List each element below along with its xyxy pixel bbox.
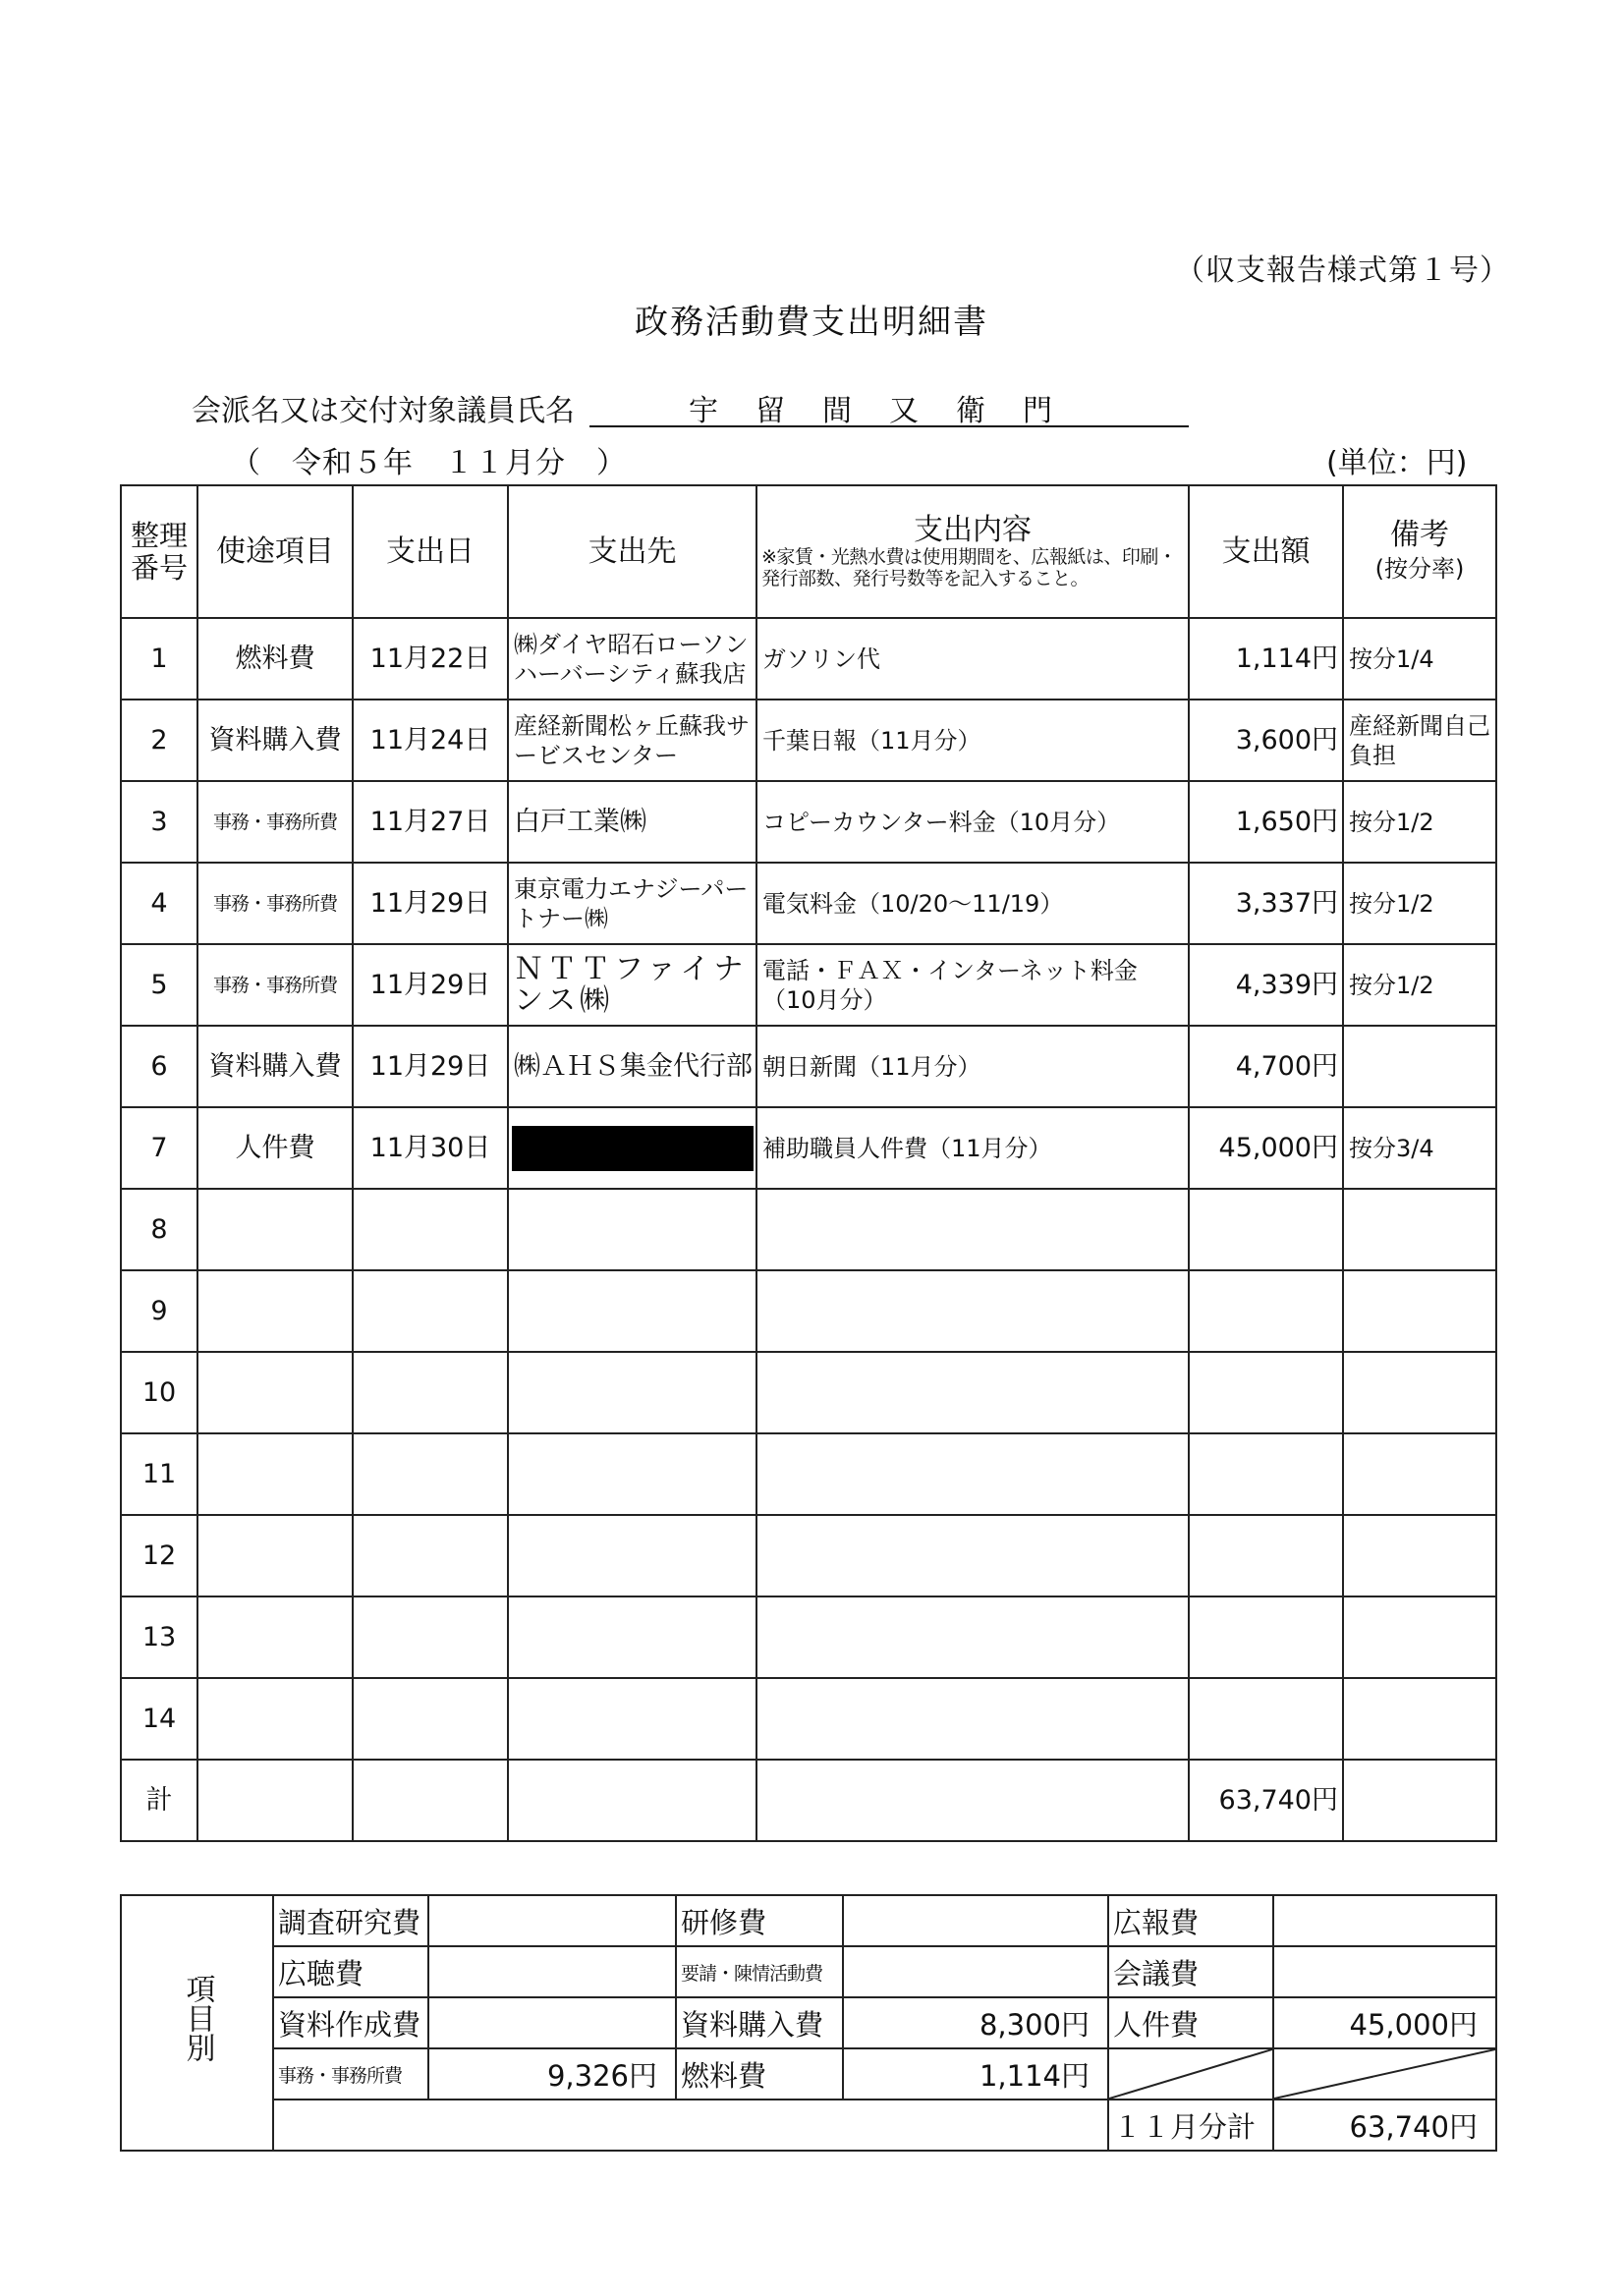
table-row [121,1189,1496,1270]
row-payee: ＮＴＴファイナンス㈱ [508,944,756,1026]
row-purpose: 燃料費 [197,618,353,700]
column-header-amount: 支出額 [1189,485,1343,618]
column-header-content [756,485,1189,618]
row-remarks: 産経新聞自己負担 [1343,700,1496,781]
table-row [121,1678,1496,1760]
row-number: 6 [121,1026,197,1107]
expense-detail-table [120,484,1497,1842]
table-row [121,944,1496,1026]
personnel-label: 人件費 [1108,1997,1273,2048]
fuel-amount: 1,114円 [843,2048,1108,2100]
redacted-payee [512,1126,754,1171]
row-purpose: 事務・事務所費 [197,781,353,863]
table-header-row [121,485,1496,618]
table-row [121,1026,1496,1107]
materials-creation-label: 資料作成費 [273,1997,428,2048]
row-purpose: 事務・事務所費 [197,863,353,944]
column-header-content-title: 支出内容 [914,512,1032,547]
document-title: 政務活動費支出明細書 [635,303,988,342]
survey-research-label: 調査研究費 [273,1895,428,1946]
row-number: 8 [121,1189,197,1270]
row-payee: 東京電力エナジーパートナー㈱ [508,863,756,944]
row-date: 11月29日 [353,863,508,944]
member-name-value: 宇留間又衛門 [589,386,1189,427]
diagonal-empty-cell [1108,2048,1273,2100]
hearing-label: 広聴費 [273,1946,428,1997]
meeting-amount [1273,1946,1496,1997]
row-number: 5 [121,944,197,1026]
row-content: コピーカウンター料金（10月分） [756,781,1189,863]
row-number: 9 [121,1270,197,1352]
table-row [121,1596,1496,1678]
personnel-amount: 45,000円 [1273,1997,1496,2048]
row-payee [508,1107,756,1189]
unit-label: (単位：円) [1326,446,1468,480]
fuel-label: 燃料費 [676,2048,843,2100]
row-number: 2 [121,700,197,781]
column-header-remarks-sub: (按分率) [1374,554,1465,583]
row-number: 11 [121,1433,197,1515]
row-number: 3 [121,781,197,863]
column-header-content-note: ※家賃・光熱水費は使用期間を、広報紙は、印刷・発行部数、発行号数等を記入すること。 [761,545,1177,589]
total-label: 計 [121,1760,197,1841]
materials-purchase-amount: 8,300円 [843,1997,1108,2048]
table-row [121,1515,1496,1596]
row-amount: 3,337円 [1189,863,1343,944]
row-purpose: 人件費 [197,1107,353,1189]
row-content: 千葉日報（11月分） [756,700,1189,781]
row-amount: 45,000円 [1189,1107,1343,1189]
category-summary-table [120,1894,1497,2152]
row-date: 11月29日 [353,1026,508,1107]
table-row [121,618,1496,700]
member-name-row [192,386,1189,427]
category-side-label: 項目別 [121,1895,273,2151]
row-amount: 1,114円 [1189,618,1343,700]
row-payee: ㈱ダイヤ昭石ローソンハーバーシティ蘇我店 [508,618,756,700]
row-date: 11月29日 [353,944,508,1026]
row-remarks: 按分1/2 [1343,781,1496,863]
meeting-label: 会議費 [1108,1946,1273,1997]
table-row [121,1107,1496,1189]
row-purpose: 資料購入費 [197,1026,353,1107]
petition-label: 要請・陳情活動費 [676,1946,843,1997]
table-row [121,700,1496,781]
row-date: 11月30日 [353,1107,508,1189]
row-number: 12 [121,1515,197,1596]
row-purpose: 資料購入費 [197,700,353,781]
row-content: 電気料金（10/20～11/19） [756,863,1189,944]
table-row [121,1433,1496,1515]
table-row [121,781,1496,863]
column-header-date: 支出日 [353,485,508,618]
row-number: 13 [121,1596,197,1678]
month-total-label: １１月分計 [1108,2100,1273,2151]
row-remarks: 按分3/4 [1343,1107,1496,1189]
row-amount: 4,339円 [1189,944,1343,1026]
table-row [121,863,1496,944]
row-number: 7 [121,1107,197,1189]
row-purpose: 事務・事務所費 [197,944,353,1026]
row-amount: 4,700円 [1189,1026,1343,1107]
row-payee: 白戸工業㈱ [508,781,756,863]
row-amount: 1,650円 [1189,781,1343,863]
petition-amount [843,1946,1108,1997]
row-amount: 3,600円 [1189,700,1343,781]
table-row [121,1352,1496,1433]
form-number-label: （収支報告様式第１号） [1175,253,1510,288]
row-number: 4 [121,863,197,944]
column-header-payee: 支出先 [508,485,756,618]
publicity-label: 広報費 [1108,1895,1273,1946]
total-amount: 63,740円 [1189,1760,1343,1841]
row-number: 1 [121,618,197,700]
column-header-remarks [1343,485,1496,618]
office-amount: 9,326円 [428,2048,676,2100]
row-number: 10 [121,1352,197,1433]
row-content: 補助職員人件費（11月分） [756,1107,1189,1189]
member-name-label: 会派名又は交付対象議員氏名 [192,394,575,428]
office-label: 事務・事務所費 [273,2048,428,2100]
row-remarks: 按分1/2 [1343,944,1496,1026]
total-row [121,1760,1496,1841]
diagonal-empty-cell [1273,2048,1496,2100]
training-label: 研修費 [676,1895,843,1946]
row-number: 14 [121,1678,197,1760]
row-content: 電話・ＦＡＸ・インターネット料金（10月分） [756,944,1189,1026]
survey-research-amount [428,1895,676,1946]
row-remarks: 按分1/4 [1343,618,1496,700]
row-payee: 産経新聞松ヶ丘蘇我サービスセンター [508,700,756,781]
row-remarks [1343,1026,1496,1107]
hearing-amount [428,1946,676,1997]
row-remarks: 按分1/2 [1343,863,1496,944]
row-date: 11月22日 [353,618,508,700]
month-total-amount: 63,740円 [1273,2100,1496,2151]
row-payee: ㈱ＡＨＳ集金代行部 [508,1026,756,1107]
table-row [121,1270,1496,1352]
training-amount [843,1895,1108,1946]
column-header-remarks-title: 備考 [1390,517,1449,552]
row-date: 11月27日 [353,781,508,863]
row-date: 11月24日 [353,700,508,781]
materials-purchase-label: 資料購入費 [676,1997,843,2048]
column-header-number: 整理番号 [121,485,197,618]
materials-creation-amount [428,1997,676,2048]
summary-empty-cell [273,2100,1108,2151]
row-content: 朝日新聞（11月分） [756,1026,1189,1107]
reporting-period: （ 令和５年 １１月分 ） [231,446,627,480]
row-content: ガソリン代 [756,618,1189,700]
publicity-amount [1273,1895,1496,1946]
column-header-purpose: 使途項目 [197,485,353,618]
